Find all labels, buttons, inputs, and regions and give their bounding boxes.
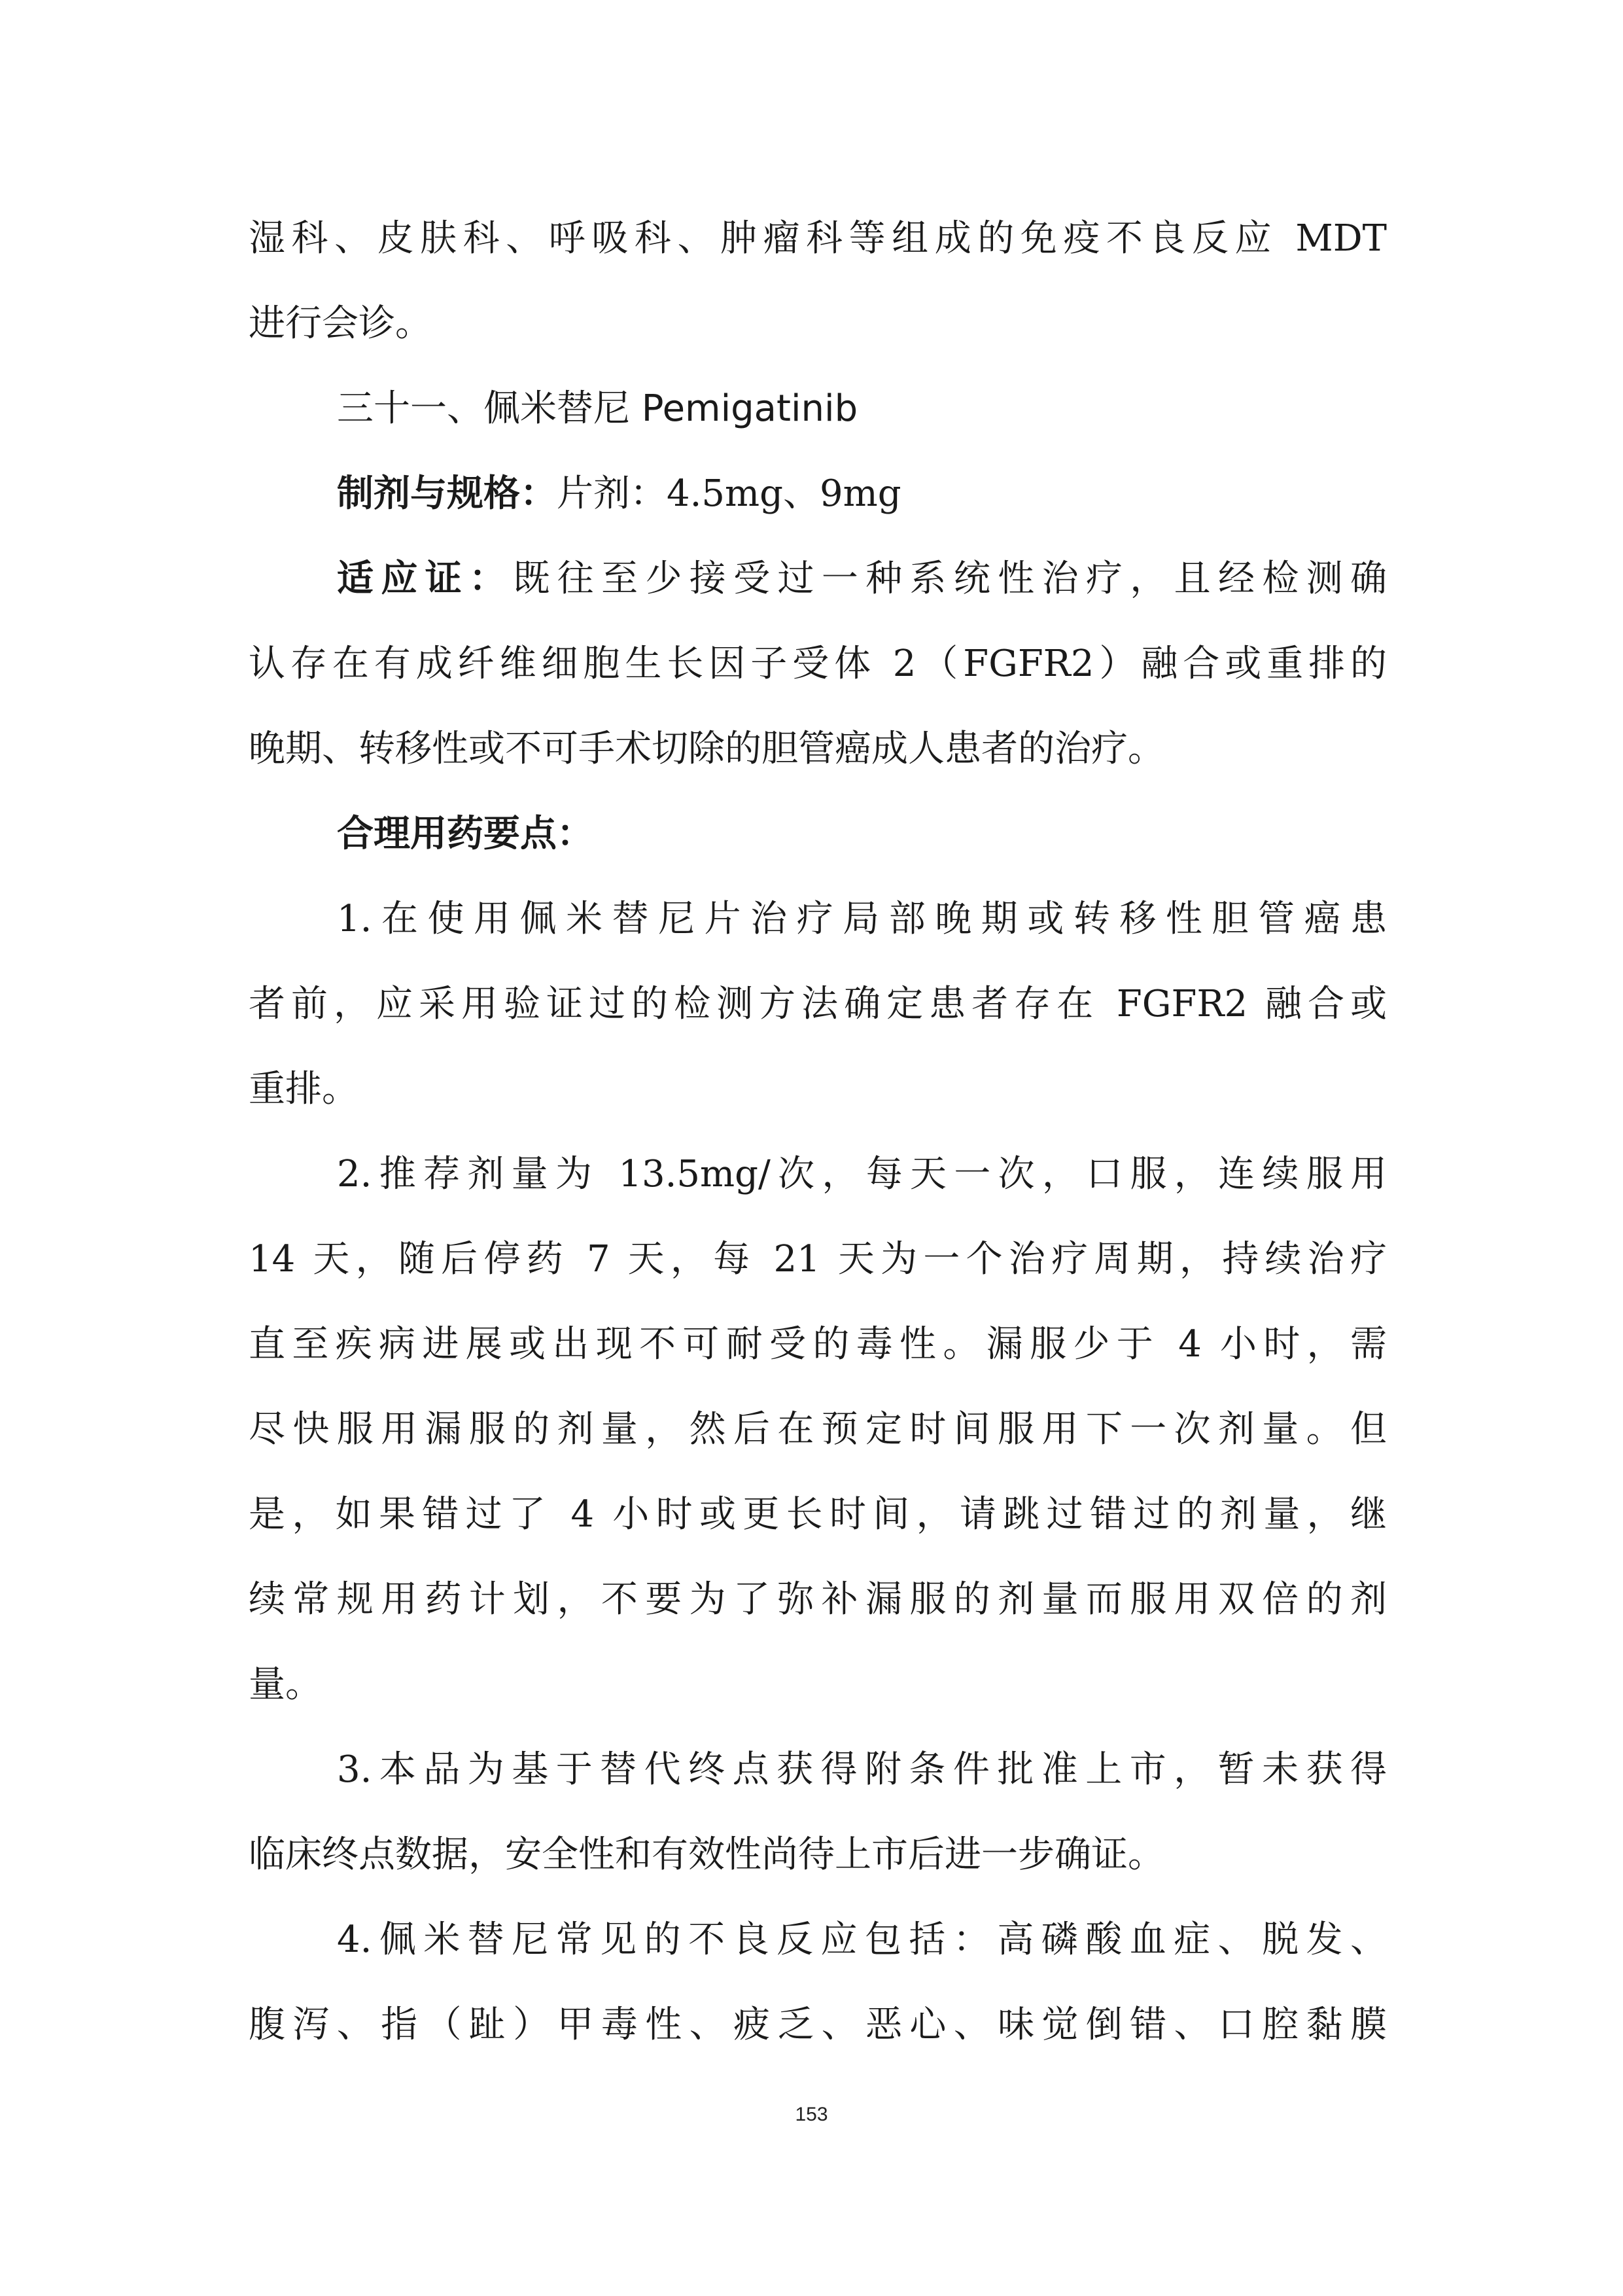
indication-label: 适应证： xyxy=(337,557,514,600)
point-2-line-6: 续常规用药计划，不要为了弥补漏服的剂量而服用双倍的剂 xyxy=(249,1578,1387,1621)
point-2-line-1: 2.推荐剂量为 13.5mg/次，每天一次，口服，连续服用 xyxy=(337,1153,1387,1195)
formulation-value: 片剂：4.5mg、9mg xyxy=(557,472,901,515)
point-2-line-4: 尽快服用漏服的剂量，然后在预定时间服用下一次剂量。但 xyxy=(249,1408,1387,1451)
indication-line-2: 认存在有成纤维细胞生长因子受体 2（FGFR2）融合或重排的 xyxy=(249,643,1387,685)
page-number: 153 xyxy=(795,2104,828,2125)
point-1-line-2: 者前，应采用验证过的检测方法确定患者存在 FGFR2 融合或 xyxy=(249,983,1387,1025)
indication-line-1 xyxy=(337,556,1387,602)
indication-text-1: 既往至少接受过一种系统性治疗，且经检测确 xyxy=(513,557,1387,600)
point-1-line-1: 1.在使用佩米替尼片治疗局部晚期或转移性胆管癌患 xyxy=(337,898,1387,940)
continuation-line-1: 湿科、皮肤科、呼吸科、肿瘤科等组成的免疫不良反应 MDT xyxy=(249,217,1387,260)
point-4-line-2: 腹泻、指（趾）甲毒性、疲乏、恶心、味觉倒错、口腔黏膜 xyxy=(249,2004,1387,2046)
point-3-line-1: 3.本品为基于替代终点获得附条件批准上市，暂未获得 xyxy=(337,1748,1387,1791)
formulation-paragraph xyxy=(337,471,1387,517)
point-2-line-2: 14 天，随后停药 7 天，每 21 天为一个治疗周期，持续治疗 xyxy=(249,1238,1387,1280)
section-title: 三十一、佩米替尼 Pemigatinib xyxy=(337,387,858,430)
point-2-line-5: 是，如果错过了 4 小时或更长时间，请跳过错过的剂量，继 xyxy=(249,1493,1387,1536)
point-3-line-2: 临床终点数据，安全性和有效性尚待上市后进一步确证。 xyxy=(249,1833,1164,1876)
point-2-line-3: 直至疾病进展或出现不可耐受的毒性。漏服少于 4 小时，需 xyxy=(249,1323,1387,1366)
point-1-line-3: 重排。 xyxy=(249,1068,358,1110)
key-points-title: 合理用药要点： xyxy=(337,813,593,855)
point-4-line-1: 4.佩米替尼常见的不良反应包括：高磷酸血症、脱发、 xyxy=(337,1918,1387,1961)
formulation-label: 制剂与规格： xyxy=(337,472,557,515)
continuation-line-2: 进行会诊。 xyxy=(249,302,432,345)
indication-line-3: 晚期、转移性或不可手术切除的胆管癌成人患者的治疗。 xyxy=(249,728,1164,770)
point-2-line-7: 量。 xyxy=(249,1663,322,1706)
